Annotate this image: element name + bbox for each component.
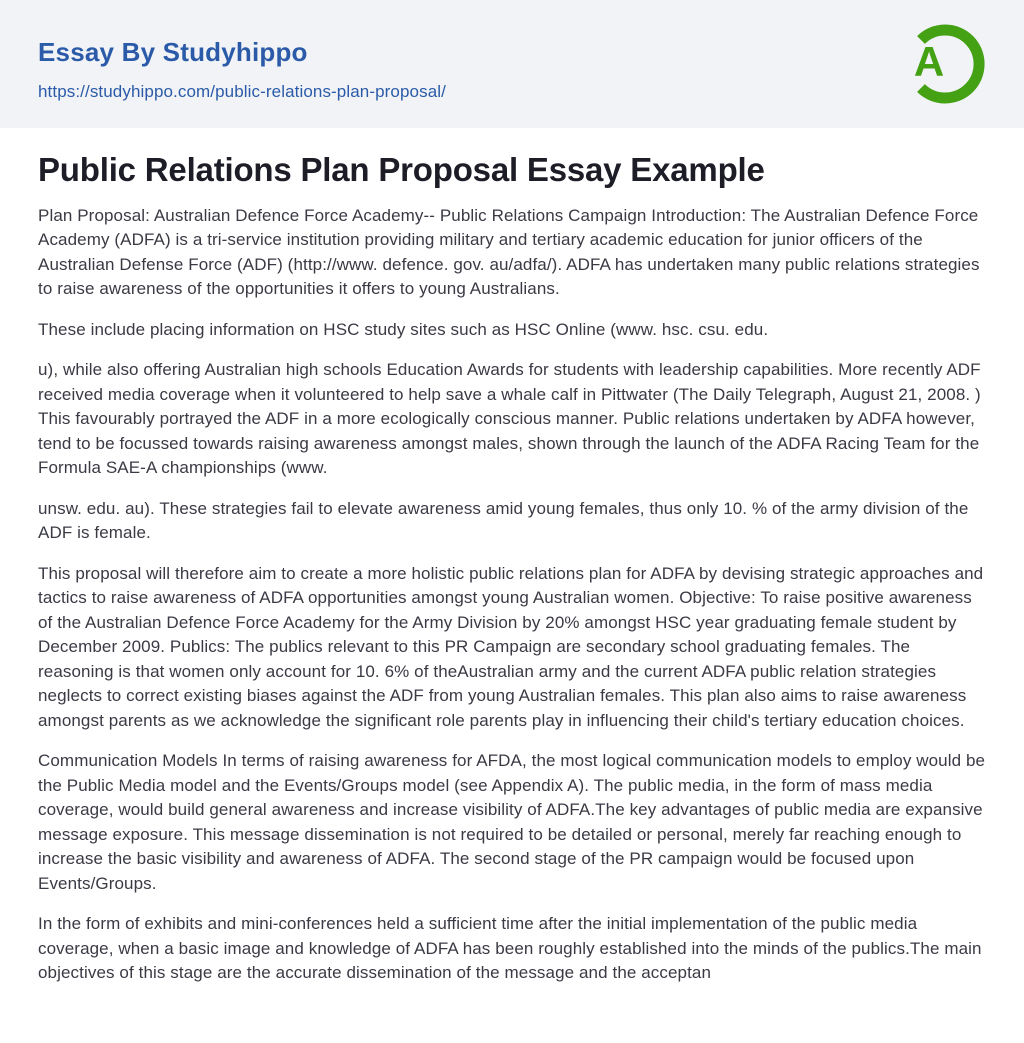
studyhippo-logo <box>904 23 986 105</box>
essay-paragraph: These include placing information on HSC study sites such as HSC Online (www. hsc. csu. edu. <box>38 319 769 339</box>
essay-paragraph: Plan Proposal: Australian Defence Force Academy-- Public Relations Campaign Introduction: The Australian Defence Force Academy (ADFA) is a tri-service institution providing military and tertiary academic education for junior officers of the Australian Defense Force (ADF) (http://www. defence. gov. au/adfa/). ADFA has undertaken many public relations strategies to raise awareness of the opportunities it offers to young Australians. <box>38 205 980 299</box>
essay-paragraph: In the form of exhibits and mini-conferences held a sufficient time after the initial implementation of the public media coverage, when a basic image and knowledge of ADFA has been roughly established into the minds of the publics.The main objectives of this stage are the accurate dissemination of the message and the acceptan <box>38 914 982 983</box>
page-title: Public Relations Plan Proposal Essay Example <box>38 151 765 188</box>
essay-paragraph: u), while also offering Australian high schools Education Awards for students with leadership capabilities. More recently ADF received media coverage when it volunteered to help save a whale calf in Pittwater (The Daily Telegraph, August 21, 2008. ) This favourably portrayed the ADF in a more ecologically conscious manner. Public relations undertaken by ADFA however, tend to be focussed towards raising awareness amongst males, shown through the launch of the ADFA Racing Team for the Formula SAE-A championships (www. <box>38 360 981 478</box>
a-arc-logo-icon <box>904 23 986 105</box>
header-text-block <box>38 38 446 102</box>
header <box>0 0 1024 128</box>
essay-paragraph: Communication Models In terms of raising awareness for AFDA, the most logical communication models to employ would be the Public Media model and the Events/Groups model (see Appendix A). The public media, in the form of mass media coverage, would build general awareness and increase visibility of ADFA.The key advantages of public media are expansive message exposure. This message dissemination is not required to be detailed or personal, merely far reaching enough to increase the basic visibility and awareness of ADFA. The second stage of the PR campaign would be focused upon Events/Groups. <box>38 751 986 893</box>
logo-letter: A <box>913 38 945 85</box>
essay-paragraph: unsw. edu. au). These strategies fail to elevate awareness amid young females, thus only 10. % of the army division of the ADF is female. <box>38 498 969 543</box>
brand-title: Essay By Studyhippo <box>38 37 308 68</box>
article-url-link[interactable]: https://studyhippo.com/public-relations-plan-proposal/ <box>38 81 446 101</box>
essay-paragraph: This proposal will therefore aim to create a more holistic public relations plan for ADFA by devising strategic approaches and tactics to raise awareness of ADFA opportunities amongst young Australian women. Objective: To raise positive awareness of the Australian Defence Force Academy for the Army Division by 20% amongst HSC year graduating female student by December 2009. Publics: The publics relevant to this PR Campaign are secondary school graduating females. The reasoning is that women only account for 10. 6% of theAustralian army and the current ADFA public relation strategies neglects to correct existing biases against the ADF from young Australian females. This plan also aims to raise awareness amongst parents as we acknowledge the significant role parents play in influencing their child's tertiary education choices. <box>38 563 984 730</box>
article-body <box>0 128 1024 1042</box>
